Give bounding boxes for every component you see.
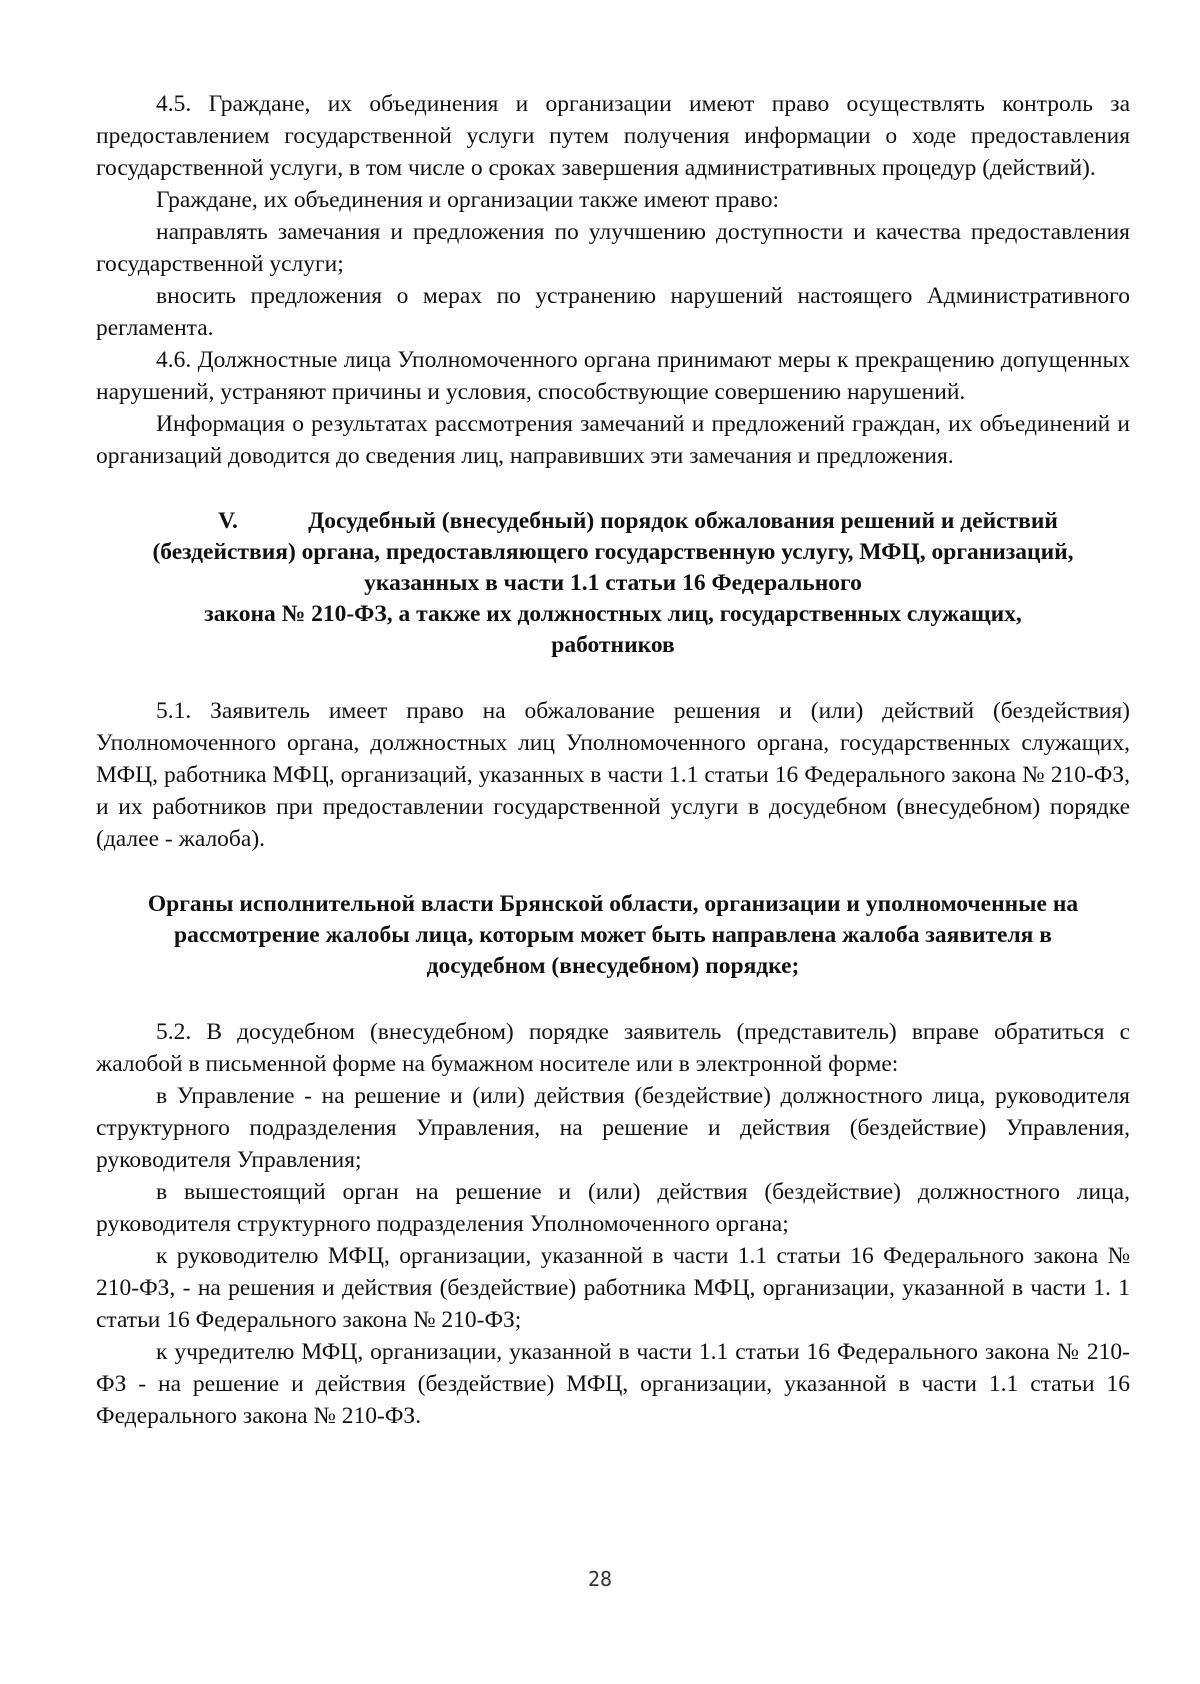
section-5-title-line4: закона № 210-ФЗ, а также их должностных лиц, государственных служащих, [204,601,1022,627]
page-number: 28 [587,1567,613,1591]
section-5-title-line5: работников [551,632,675,658]
section-5-title-line1: Досудебный (внесудебный) порядок обжалования решений и действий [308,508,1058,534]
paragraph-5-2: 5.2. В досудебном (внесудебном) порядке заявитель (представитель) вправе обратиться с жалобой в письменной форме на бумажном носителе или в электронной форме: [96,1019,1130,1077]
section-5-title-line2: (бездействия) органа, предоставляющего государственную услугу, МФЦ, организаций, [152,539,1074,565]
paragraph-4-5: 4.5. Граждане, их объединения и организации имеют право осуществлять контроль за предоставлением государственной услуги путем получения информации о ходе предоставления государственной услуги, в том числе о сроках завершения административных процедур (действий). [96,91,1130,181]
paragraph-send-remarks: направлять замечания и предложения по улучшению доступности и качества предоставления государственной услуги; [96,219,1130,277]
paragraph-to-superior-body: в вышестоящий орган на решение и (или) действия (бездействие) должностного лица, руководителя структурного подразделения Уполномоченного органа; [96,1179,1130,1237]
paragraph-citizens-rights: Граждане, их объединения и организации также имеют право: [156,187,780,213]
paragraph-to-department: в Управление - на решение и (или) действия (бездействие) должностного лица, руководителя структурного подразделения Управления, на решение и действия (бездействие) Управления, руководителя Управления; [96,1083,1130,1173]
paragraph-5-1: 5.1. Заявитель имеет право на обжалование решения и (или) действий (бездействия) Уполномоченного органа, должностных лиц Уполномоченного органа, государственных служащих, МФЦ, работника МФЦ, организаций, указанных в части 1.1 статьи 16 Федерального закона № 210-ФЗ, и их работников при предоставлении государственной услуги в досудебном (внесудебном) порядке (далее - жалоба). [96,698,1130,852]
subheading-authorities [96,889,1130,982]
section-5-number: V. [218,508,238,534]
paragraph-4-6: 4.6. Должностные лица Уполномоченного органа принимают меры к прекращению допущенных нарушений, устраняют причины и условия, способствующие совершению нарушений. [96,347,1130,405]
subheading-line3: досудебном (внесудебном) порядке; [426,953,800,979]
subheading-line2: рассмотрение жалобы лица, которым может быть направлена жалоба заявителя в [174,922,1052,948]
section-5-heading-line1 [96,506,1130,537]
section-5-heading [96,506,1130,661]
paragraph-results-info: Информация о результатах рассмотрения замечаний и предложений граждан, их объединений и организаций доводится до сведения лиц, направивших эти замечания и предложения. [96,411,1130,469]
document-page [96,88,1130,1432]
paragraph-to-mfc-founder: к учредителю МФЦ, организации, указанной в части 1.1 статьи 16 Федерального закона № 210-ФЗ - на решение и действия (бездействие) МФЦ, организации, указанной в части 1.1 статьи 16 Федерального закона № 210-ФЗ. [96,1339,1130,1429]
paragraph-submit-proposals: вносить предложения о мерах по устранению нарушений настоящего Административного регламента. [96,283,1130,341]
subheading-line1: Органы исполнительной власти Брянской области, организации и уполномоченные на [147,891,1079,917]
paragraph-to-mfc-head: к руководителю МФЦ, организации, указанной в части 1.1 статьи 16 Федерального закона № 210-ФЗ, - на решения и действия (бездействие) работника МФЦ, организации, указанной в части 1. 1 статьи 16 Федерального закона № 210-ФЗ; [96,1243,1130,1333]
section-5-title-line3: указанных в части 1.1 статьи 16 Федерального [364,570,862,596]
